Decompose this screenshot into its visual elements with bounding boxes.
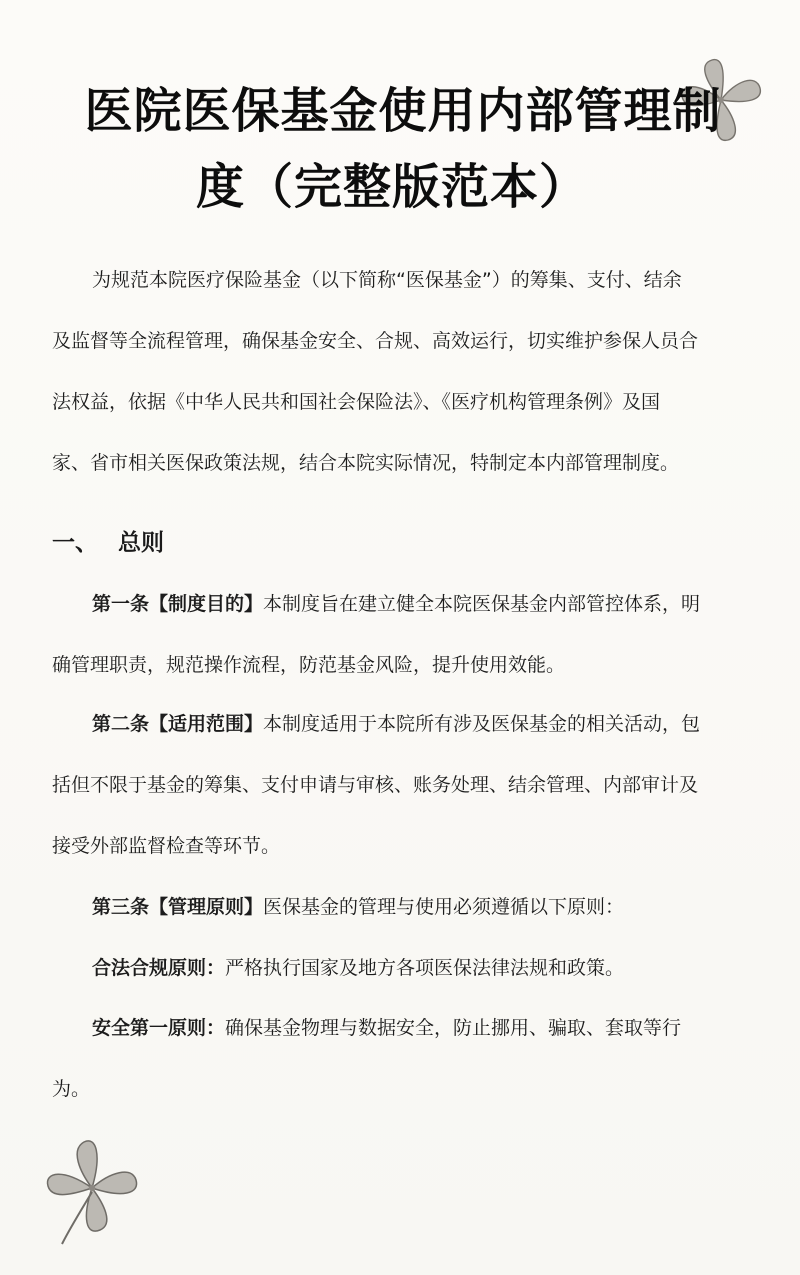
intro-line: 家、省市相关医保政策法规，结合本院实际情况，特制定本内部管理制度。 (52, 452, 680, 474)
clover-icon (40, 1132, 144, 1250)
section-title: 总则 (118, 530, 164, 556)
principle-text: 严格执行国家及地方各项医保法律法规和政策。 (225, 957, 625, 979)
section-number: 一、 (52, 530, 98, 556)
article-label: 第三条【管理原则】 (92, 896, 264, 918)
article-text: 本制度旨在建立健全本院医保基金内部管控体系，明 (263, 593, 701, 615)
principle-label: 合法合规原则： (92, 957, 226, 979)
article-2 (52, 694, 752, 877)
article-text: 括但不限于基金的筹集、支付申请与审核、账务处理、结余管理、内部审计及 (52, 774, 699, 796)
principle-text: 为。 (52, 1078, 91, 1100)
principle-text: 确保基金物理与数据安全，防止挪用、骗取、套取等行 (225, 1017, 682, 1039)
intro-line: 为规范本院医疗保险基金（以下简称“医保基金”）的筹集、支付、结余 (92, 269, 682, 291)
article-text: 接受外部监督检查等环节。 (52, 835, 281, 857)
article-3 (52, 877, 752, 938)
principle-2 (52, 998, 752, 1120)
article-label: 第二条【适用范围】 (92, 713, 264, 735)
principle-label: 安全第一原则： (92, 1017, 226, 1039)
article-1 (52, 574, 752, 696)
intro-line: 法权益，依据《中华人民共和国社会保险法》、《医疗机构管理条例》及国 (52, 391, 661, 413)
page-title-line-1: 医院医保基金使用内部管理制 (84, 83, 722, 139)
intro-line: 及监督等全流程管理，确保基金安全、合规、高效运行，切实维护参保人员合 (52, 330, 699, 352)
article-text: 确管理职责，规范操作流程，防范基金风险，提升使用效能。 (52, 654, 566, 676)
article-label: 第一条【制度目的】 (92, 593, 264, 615)
article-text: 医保基金的管理与使用必须遵循以下原则： (263, 896, 625, 918)
principle-1 (52, 938, 752, 999)
page-title-line-2: 度（完整版范本） (196, 159, 589, 215)
intro-paragraph (52, 250, 752, 494)
section-heading-general (52, 521, 164, 565)
article-text: 本制度适用于本院所有涉及医保基金的相关活动，包 (263, 713, 701, 735)
